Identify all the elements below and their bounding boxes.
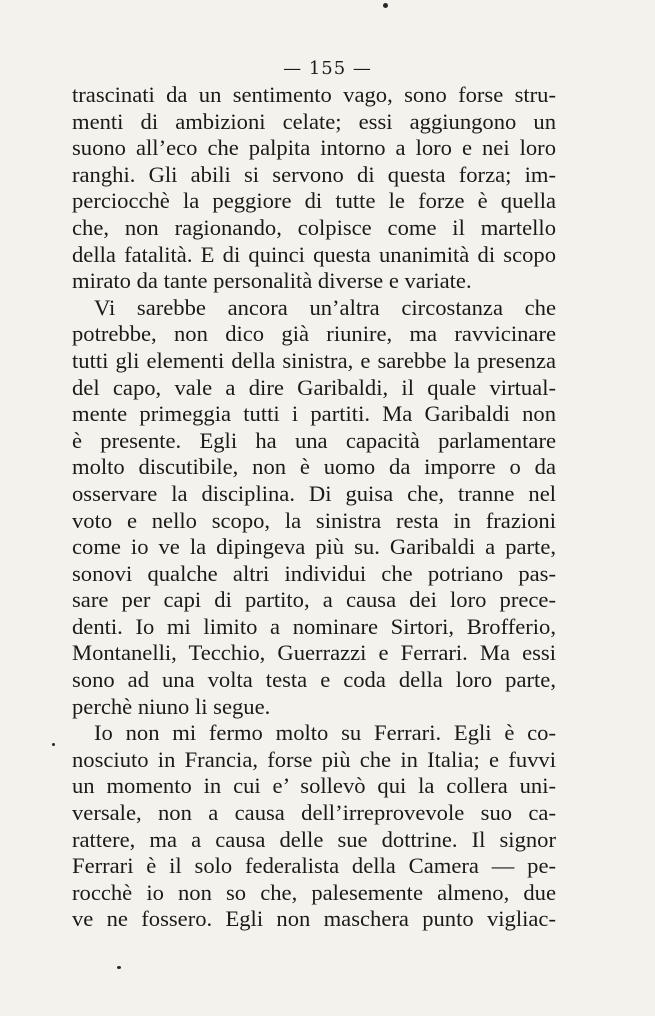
text-line: perchè niuno li segue. — [72, 693, 271, 719]
text-line: Montanelli, Tecchio, Guerrazzi e Ferrari. Ma essi — [72, 640, 556, 666]
page-number: — 155 — — [283, 58, 372, 79]
text-line: sare per capi di partito, a causa dei loro prece- — [72, 587, 556, 613]
ink-speck — [117, 966, 121, 969]
text-line: sonovi qualche altri individui che potriano pas- — [72, 560, 556, 586]
text-line: voto e nello scopo, la sinistra resta in frazioni — [72, 507, 556, 533]
text-line: ranghi. Gli abili si servono di questa forza; im- — [72, 161, 556, 187]
text-line: del capo, vale a dire Garibaldi, il quale virtual- — [72, 374, 556, 400]
text-line: come io ve la dipingeva più su. Garibaldi a parte, — [72, 534, 556, 560]
text-line: trascinati da un sentimento vago, sono forse stru- — [72, 82, 556, 107]
text-line: è presente. Egli ha una capacità parlamentare — [72, 427, 556, 453]
text-line: della fatalità. E di quinci questa unanimità di scopo — [72, 241, 556, 267]
text-line: potrebbe, non dico già riunire, ma ravvicinare — [72, 321, 556, 347]
text-line: rattere, ma a causa delle sue dottrine. Il signor — [72, 826, 556, 852]
text-line: menti di ambizioni celate; essi aggiungono un — [72, 108, 556, 134]
text-line: nosciuto in Francia, forse più che in Italia; e fuvvi — [72, 746, 556, 772]
text-line: Vi sarebbe ancora un’altra circostanza che — [94, 294, 556, 320]
text-line: Io non mi fermo molto su Ferrari. Egli è co- — [94, 720, 556, 746]
ink-speck — [52, 743, 55, 746]
text-line: osservare la disciplina. Di guisa che, tranne nel — [72, 480, 556, 506]
text-line: sono ad una volta testa e coda della loro parte, — [72, 667, 556, 693]
text-line: denti. Io mi limito a nominare Sirtori, Brofferio, — [72, 613, 556, 639]
ink-speck — [383, 3, 388, 8]
text-line: perciocchè la peggiore di tutte le forze è quella — [72, 188, 556, 214]
text-line: tutti gli elementi della sinistra, e sarebbe la presenza — [72, 347, 556, 373]
text-line: versale, non a causa dell’irreprovevole suo ca- — [72, 800, 556, 826]
body-text — [72, 82, 556, 933]
text-line: ve ne fossero. Egli non maschera punto vigliac- — [72, 906, 556, 932]
text-line: molto discutibile, non è uomo da imporre o da — [72, 454, 556, 480]
text-line: mirato da tante personalità diverse e variate. — [72, 268, 472, 294]
text-line: che, non ragionando, colpisce come il martello — [72, 214, 556, 240]
text-line: Ferrari è il solo federalista della Camera — pe- — [72, 853, 556, 879]
text-line: un momento in cui e’ sollevò qui la collera uni- — [72, 773, 556, 799]
text-line: suono all’eco che palpita intorno a loro e nei loro — [72, 135, 556, 161]
text-line: rocchè io non so che, palesemente almeno, due — [72, 879, 556, 905]
text-line: mente primeggia tutti i partiti. Ma Garibaldi non — [72, 401, 556, 427]
